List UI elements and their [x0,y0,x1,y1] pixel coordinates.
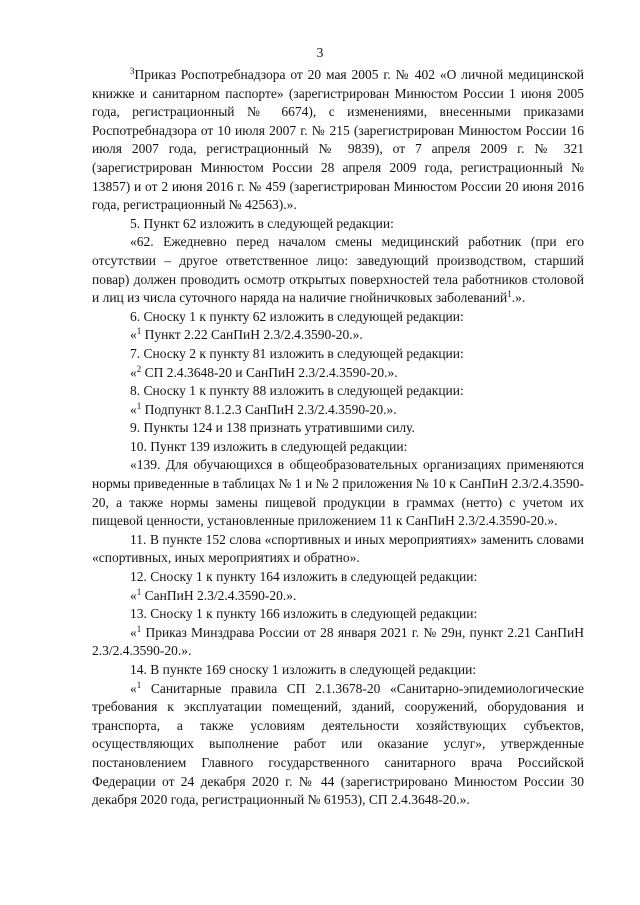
paragraph-text: 11. В пункте 152 слова «спортивных и иных мероприятиях» заменить словами «спортивных, иных мероприятиях и обратно». [92,531,584,566]
footnote-marker: 1 [136,679,142,690]
footnote-new-text [92,401,584,420]
item-12 [92,568,584,587]
paragraph-text: Санитарные правила СП 2.1.3678-20 «Санитарно-эпидемиологические требования к эксплуатации помещений, зданий, сооружений, оборудования и транспорта, а также условиям деятельности хозяйствующих субъектов, осуществляющих выполнение работ или оказание услуг», утвержденные постановлением Главного государственного санитарного врача Российской Федерации от 24 декабря 2020 г. № 44 (зарегистрировано Минюстом России 30 декабря 2020 года, регистрационный № 61953), СП 2.4.3648-20.». [92,680,584,808]
paragraph-text: «62. Ежедневно перед началом смены медицинский работник (при его отсутствии – другое ответственное лицо: заведующий производством, старший повар) должен проводить осмотр открытых поверхностей тела работников столовой и лиц из числа суточного наряда на наличие гнойничковых заболеваний [92,234,584,306]
paragraph-text: Приказ Минздрава России от 28 января 2021 г. № 29н, пункт 2.21 СанПиН 2.3/2.4.3590-20.». [92,624,584,659]
footnote-new-text [92,587,584,606]
footnote-marker: 1 [136,586,142,597]
footnote-new-text [92,326,584,345]
footnote-new-text [92,364,584,383]
footnote-marker: 1 [507,289,512,300]
paragraph-text: «139. Для обучающихся в общеобразовательных организациях применяются нормы приведенные в таблицах № 1 и № 2 приложения № 10 к СанПиН 2.3/2.4.3590-20, а также нормы замены пищевой продукции в граммах (нетто) с учетом их пищевой ценности, установленные приложением 11 к СанПиН 2.3/2.4.3590-20.». [92,457,584,529]
item-11 [92,531,584,568]
open-quote: « [130,680,137,696]
footnote-marker: 1 [136,623,142,634]
footnote-marker: 2 [136,363,142,374]
open-quote: « [130,401,137,417]
paragraph-text: 9. Пункты 124 и 138 признать утратившими силу. [130,420,415,436]
paragraph-tail: .». [511,290,526,306]
paragraph-text: СП 2.4.3648-20 и СанПиН 2.3/2.4.3590-20.». [141,364,398,380]
page-number: 3 [316,45,324,60]
item-62-text [92,233,584,307]
item-6 [92,308,584,327]
paragraph-text: 8. Сноску 1 к пункту 88 изложить в следующей редакции: [130,383,464,399]
paragraph-text: 10. Пункт 139 изложить в следующей редакции: [130,438,408,454]
footnote-marker: 1 [136,326,142,337]
paragraph-text: 5. Пункт 62 изложить в следующей редакции: [130,215,394,231]
open-quote: « [130,327,137,343]
open-quote: « [130,587,137,603]
item-9 [92,419,584,438]
paragraph-text: 6. Сноску 1 к пункту 62 изложить в следующей редакции: [130,308,464,324]
item-13 [92,605,584,624]
document-body [92,66,584,810]
footnote-marker: 1 [136,400,142,411]
paragraph-text: Приказ Роспотребнадзора от 20 мая 2005 г. № 402 «О личной медицинской книжке и санитарном паспорте» (зарегистрирован Минюстом России 1 июня 2005 года, регистрационный № 6674), с изменениями, внесенными приказами Роспотребнадзора от 10 июля 2007 г. № 215 (зарегистрирован Минюстом России 16 июля 2007 года, регистрационный № 9839), от 7 апреля 2009 г. № 321 (зарегистрирован Минюстом России 28 апреля 2009 года, регистрационный № 13857) и от 2 июня 2016 г. № 459 (зарегистрирован Минюстом России 20 июня 2016 года, регистрационный № 42563).». [92,67,584,213]
item-139-text [92,456,584,530]
footnote-marker: 3 [130,66,135,76]
item-10 [92,438,584,457]
item-8 [92,382,584,401]
paragraph-text: 14. В пункте 169 сноску 1 изложить в следующей редакции: [130,662,477,677]
item-5 [92,215,584,234]
item-14 [92,661,584,680]
footnote-3-text [92,66,584,215]
paragraph-text: Подпункт 8.1.2.3 СанПиН 2.3/2.4.3590-20.». [141,401,397,417]
paragraph-text: 12. Сноску 1 к пункту 164 изложить в следующей редакции: [130,569,478,585]
paragraph-text: 7. Сноску 2 к пункту 81 изложить в следующей редакции: [130,345,464,361]
open-quote: « [130,624,137,640]
paragraph-text: СанПиН 2.3/2.4.3590-20.». [141,587,297,603]
paragraph-text: 13. Сноску 1 к пункту 166 изложить в следующей редакции: [130,606,478,622]
item-7 [92,345,584,364]
paragraph-text: Пункт 2.22 СанПиН 2.3/2.4.3590-20.». [141,327,363,343]
open-quote: « [130,364,137,380]
footnote-new-text [92,624,584,661]
footnote-new-text [92,680,584,810]
